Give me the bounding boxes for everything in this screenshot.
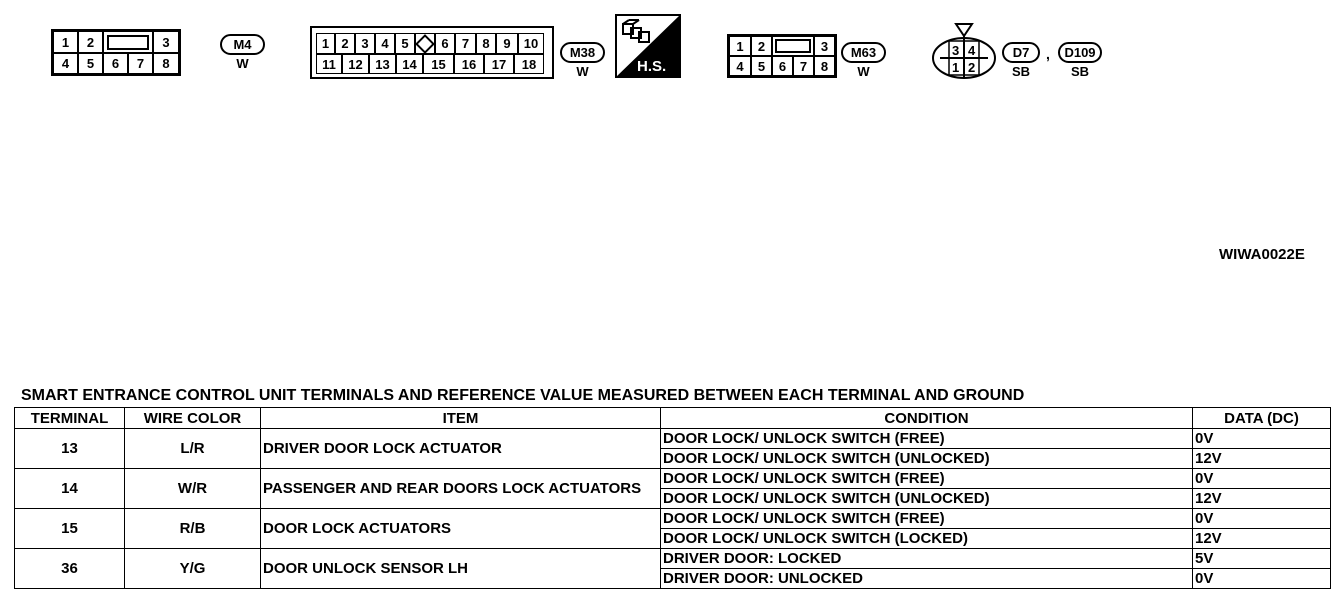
- connector-d7-color: SB: [1011, 64, 1031, 79]
- table-row: [15, 429, 1331, 449]
- pin-3: 3: [952, 43, 960, 58]
- wire-color-cell: R/B: [125, 509, 261, 549]
- document-reference-code: WIWA0022E: [1219, 246, 1305, 263]
- connector-m4-face: [51, 29, 181, 76]
- pin-3: 3: [355, 33, 375, 54]
- pin-18: 18: [514, 54, 544, 74]
- separator-comma: ,: [1046, 46, 1050, 62]
- condition-cell: DOOR LOCK/ UNLOCK SWITCH (LOCKED): [661, 529, 1193, 549]
- table-row: [15, 509, 1331, 529]
- pin-4: 4: [968, 43, 976, 58]
- terminal-cell: 14: [15, 469, 125, 509]
- pin-12: 12: [342, 54, 369, 74]
- pin-2: 2: [968, 60, 976, 75]
- connector-m4-color: W: [236, 56, 249, 71]
- wire-color-cell: Y/G: [125, 549, 261, 589]
- connector-m38-label: M38: [560, 42, 605, 63]
- connector-hs-icon: [615, 14, 681, 78]
- pin-11: 11: [316, 54, 342, 74]
- pin-13: 13: [369, 54, 396, 74]
- connector-round-icon: [930, 20, 998, 80]
- pin-5: 5: [395, 33, 415, 54]
- wire-color-cell: W/R: [125, 469, 261, 509]
- pin-4: 4: [729, 56, 751, 76]
- locking-tab: [103, 31, 153, 53]
- connector-m38-color: W: [576, 64, 589, 79]
- pin-7: 7: [793, 56, 814, 76]
- item-cell: PASSENGER AND REAR DOORS LOCK ACTUATORS: [261, 469, 661, 509]
- data-cell: 0V: [1193, 429, 1331, 449]
- condition-cell: DOOR LOCK/ UNLOCK SWITCH (UNLOCKED): [661, 489, 1193, 509]
- connector-m4-label: M4: [220, 34, 265, 55]
- terminal-cell: 36: [15, 549, 125, 589]
- wire-color-cell: L/R: [125, 429, 261, 469]
- pin-16: 16: [454, 54, 484, 74]
- pin-8: 8: [153, 53, 179, 74]
- data-cell: 5V: [1193, 549, 1331, 569]
- pin-1: 1: [316, 33, 335, 54]
- pin-8: 8: [814, 56, 835, 76]
- pin-2: 2: [335, 33, 355, 54]
- pin-17: 17: [484, 54, 514, 74]
- pin-8: 8: [476, 33, 496, 54]
- table-header-row: [15, 408, 1331, 429]
- condition-cell: DOOR LOCK/ UNLOCK SWITCH (FREE): [661, 429, 1193, 449]
- pin-4: 4: [53, 53, 78, 74]
- pin-7: 7: [128, 53, 153, 74]
- pin-10: 10: [518, 33, 544, 54]
- pin-7: 7: [455, 33, 476, 54]
- pin-1: 1: [729, 36, 751, 56]
- table-title: SMART ENTRANCE CONTROL UNIT TERMINALS AND REFERENCE VALUE MEASURED BETWEEN EACH TERMINAL AND GROUND: [21, 387, 1025, 404]
- connector-d109-color: SB: [1070, 64, 1090, 79]
- polarity-diamond-icon: [415, 33, 435, 54]
- pin-6: 6: [772, 56, 793, 76]
- connector-m63-color: W: [857, 64, 870, 79]
- terminal-cell: 15: [15, 509, 125, 549]
- header-terminal: TERMINAL: [15, 408, 125, 429]
- pin-6: 6: [103, 53, 128, 74]
- terminal-reference-table: [14, 407, 1331, 589]
- data-cell: 12V: [1193, 529, 1331, 549]
- condition-cell: DOOR LOCK/ UNLOCK SWITCH (FREE): [661, 469, 1193, 489]
- pin-4: 4: [375, 33, 395, 54]
- connector-m63-face: [727, 34, 837, 78]
- header-data-dc: DATA (DC): [1193, 408, 1331, 429]
- pin-3: 3: [153, 31, 179, 53]
- connector-m38-face: [310, 26, 554, 79]
- pin-5: 5: [78, 53, 103, 74]
- data-cell: 0V: [1193, 569, 1331, 589]
- pin-2: 2: [78, 31, 103, 53]
- pin-3: 3: [814, 36, 835, 56]
- table-row: [15, 469, 1331, 489]
- condition-cell: DRIVER DOOR: UNLOCKED: [661, 569, 1193, 589]
- connector-d7-label: D7: [1002, 42, 1040, 63]
- data-cell: 12V: [1193, 449, 1331, 469]
- pin-1: 1: [952, 60, 960, 75]
- pin-2: 2: [751, 36, 772, 56]
- header-wire-color: WIRE COLOR: [125, 408, 261, 429]
- table-row: [15, 549, 1331, 569]
- data-cell: 0V: [1193, 509, 1331, 529]
- data-cell: 12V: [1193, 489, 1331, 509]
- hs-label: H.S.: [637, 58, 667, 75]
- terminal-cell: 13: [15, 429, 125, 469]
- pin-5: 5: [751, 56, 772, 76]
- locking-tab: [772, 36, 814, 56]
- item-cell: DOOR LOCK ACTUATORS: [261, 509, 661, 549]
- condition-cell: DRIVER DOOR: LOCKED: [661, 549, 1193, 569]
- connector-m63-label: M63: [841, 42, 886, 63]
- pin-1: 1: [53, 31, 78, 53]
- pin-6: 6: [435, 33, 455, 54]
- pin-9: 9: [496, 33, 518, 54]
- item-cell: DOOR UNLOCK SENSOR LH: [261, 549, 661, 589]
- pin-15: 15: [423, 54, 454, 74]
- connector-d109-label: D109: [1058, 42, 1102, 63]
- item-cell: DRIVER DOOR LOCK ACTUATOR: [261, 429, 661, 469]
- condition-cell: DOOR LOCK/ UNLOCK SWITCH (UNLOCKED): [661, 449, 1193, 469]
- header-condition: CONDITION: [661, 408, 1193, 429]
- data-cell: 0V: [1193, 469, 1331, 489]
- condition-cell: DOOR LOCK/ UNLOCK SWITCH (FREE): [661, 509, 1193, 529]
- pin-14: 14: [396, 54, 423, 74]
- header-item: ITEM: [261, 408, 661, 429]
